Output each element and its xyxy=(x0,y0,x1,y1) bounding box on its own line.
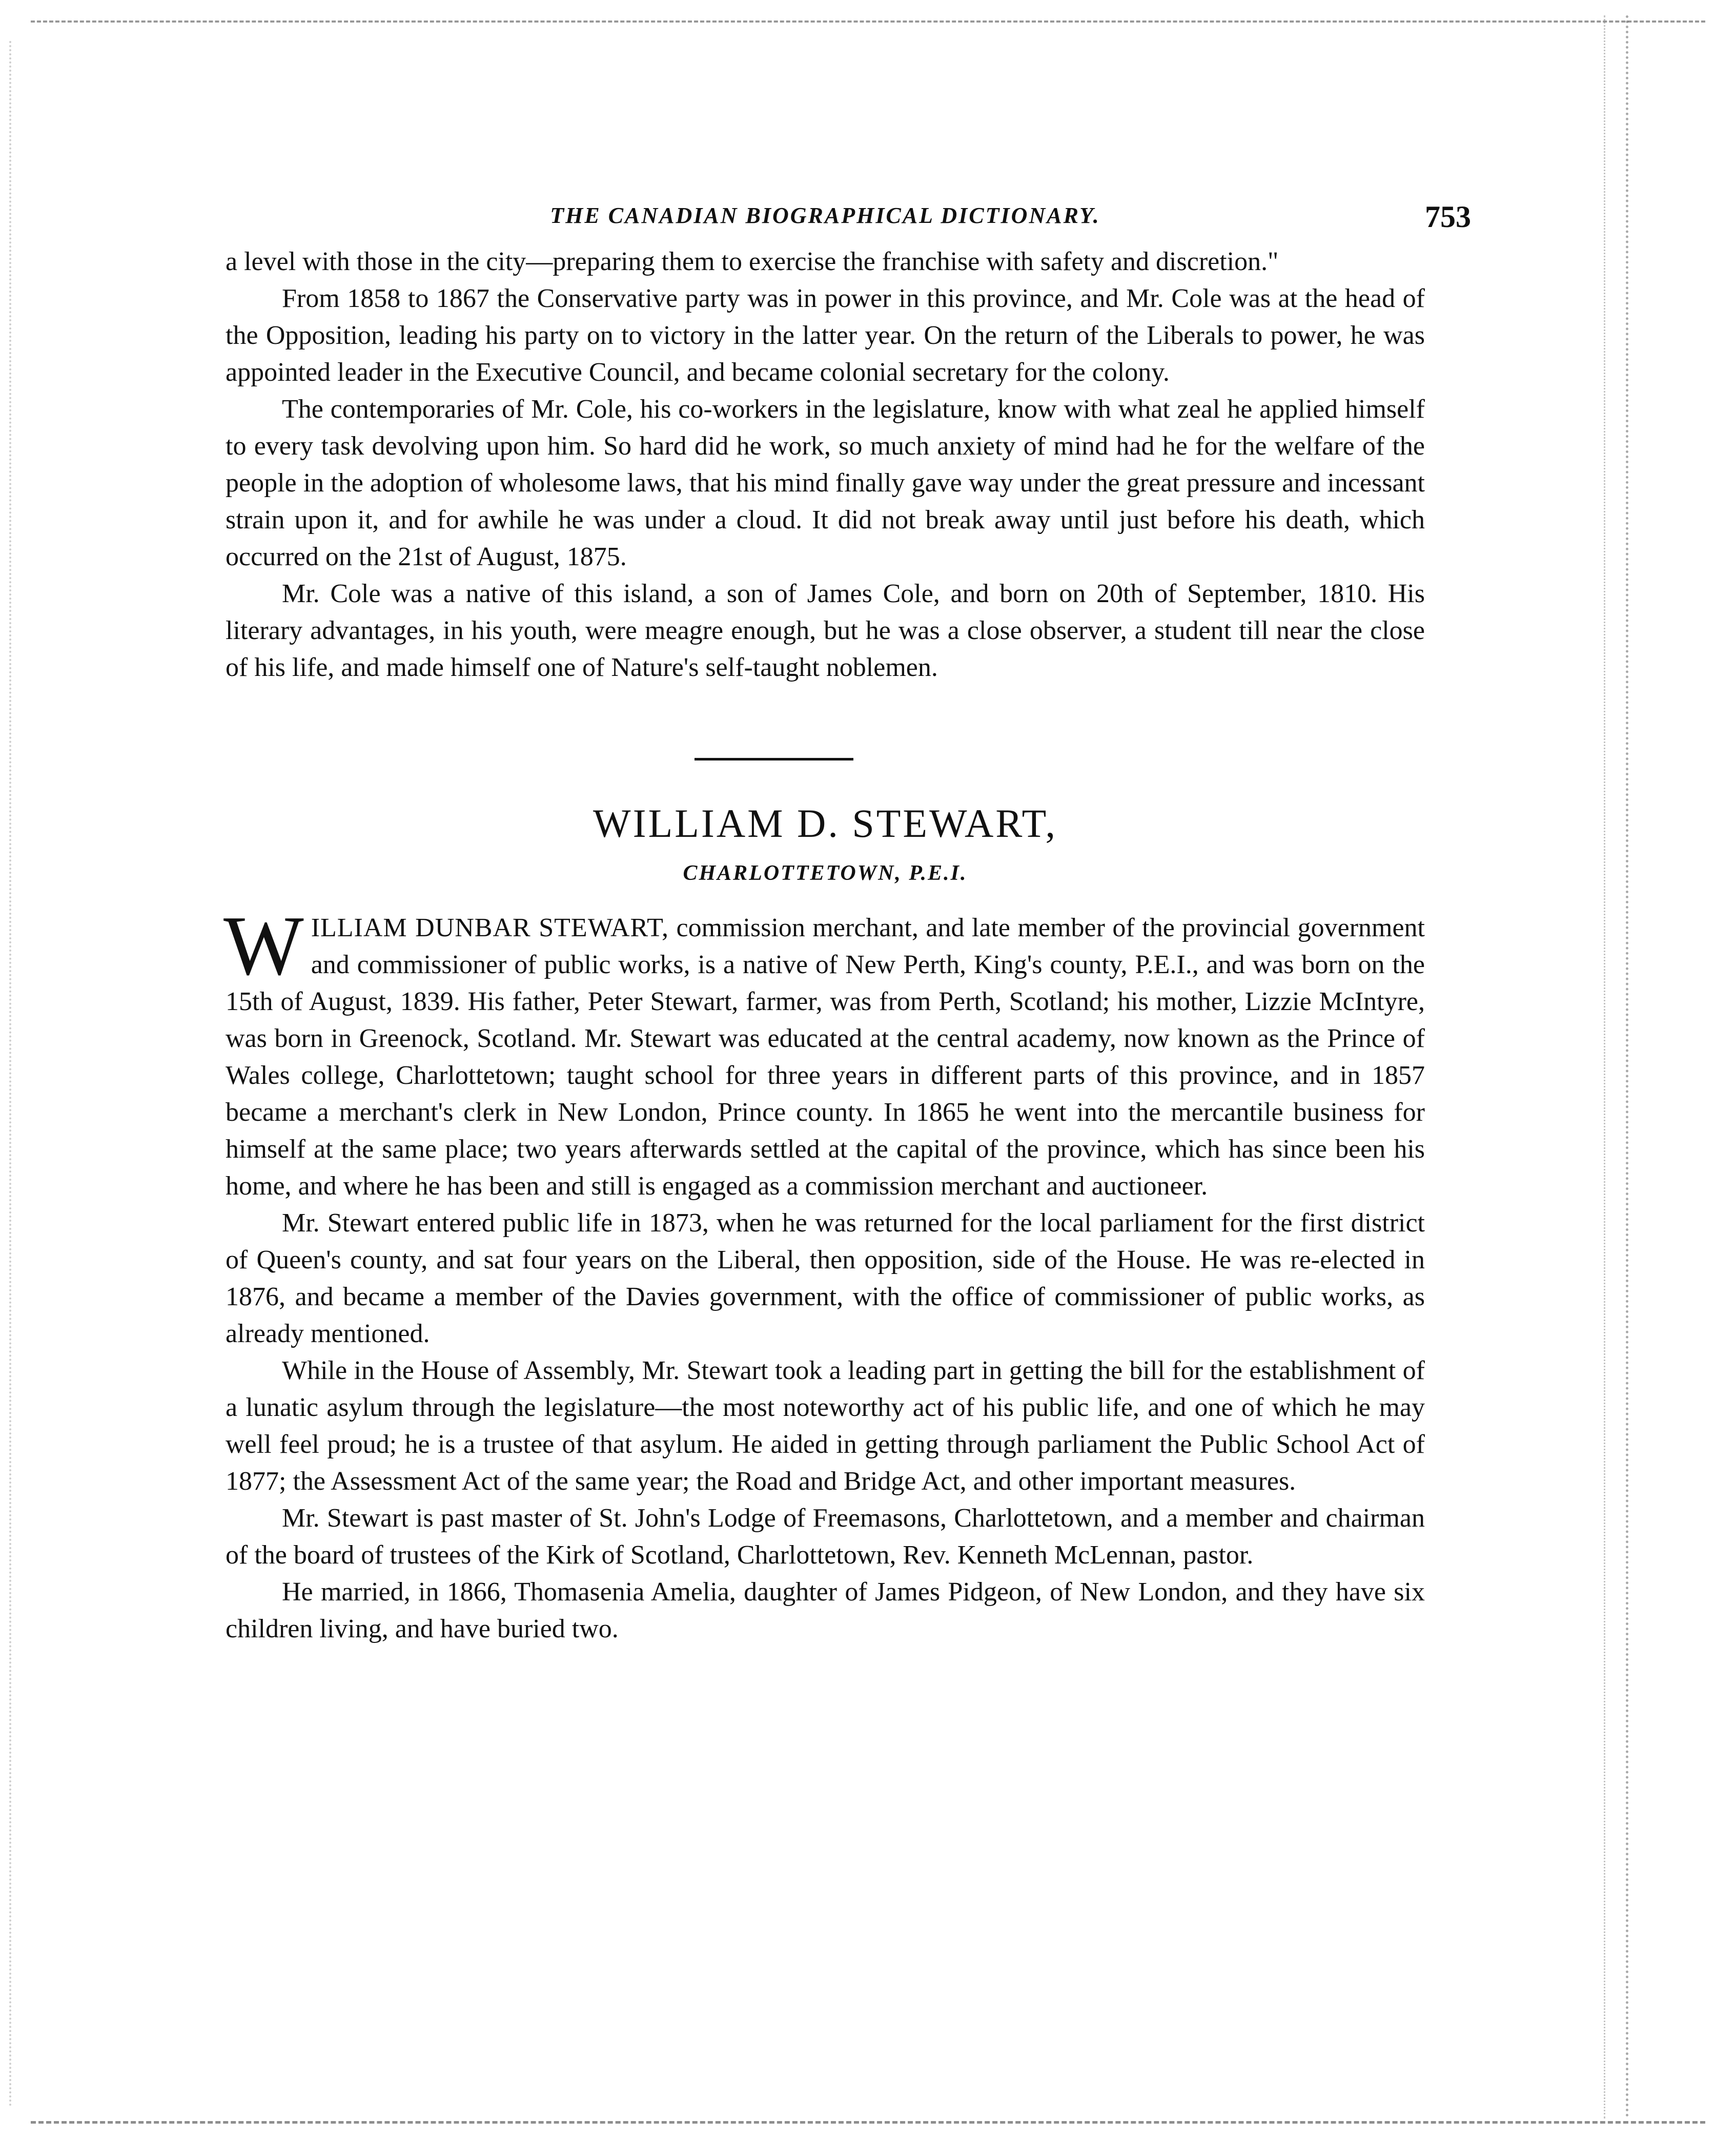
scan-edge-right xyxy=(1604,15,1628,2119)
page-number: 753 xyxy=(1425,200,1471,234)
section-divider-area xyxy=(226,686,1425,799)
cole-paragraph-4: Mr. Cole was a native of this island, a son of James Cole, and born on 20th of September, 1810. His literary advantages, in his youth, were meagre enough, but he was a close observer, a student till near the close of his life, and made himself one of Nature's self-taught noblemen. xyxy=(226,579,1425,682)
scan-edge-top xyxy=(31,20,1705,30)
cole-paragraph-1: a level with those in the city—preparing them to exercise the franchise with safety and discretion." xyxy=(226,247,1279,276)
stewart-paragraph-3: While in the House of Assembly, Mr. Stewart took a leading part in getting the bill for the establishment of a lunatic asylum through the legislature—the most noteworthy act of his public life, and one of which he may well feel proud; he is a trustee of that asylum. He aided in getting through parliament the Public School Act of 1877; the Assessment Act of the same year; the Road and Bridge Act, and other important measures. xyxy=(226,1356,1425,1496)
running-head xyxy=(226,200,1471,243)
scan-edge-bottom xyxy=(31,2114,1705,2124)
opening-caps: ILLIAM DUNBAR STEWART, xyxy=(311,913,669,942)
stewart-paragraph-1 xyxy=(223,898,1425,1205)
cole-entry-continuation xyxy=(226,243,1425,686)
drop-cap: W xyxy=(223,898,304,993)
scan-edge-left xyxy=(9,41,22,2108)
stewart-paragraph-4: Mr. Stewart is past master of St. John's Lodge of Freemasons, Charlottetown, and a member and chairman of the board of trustees of the Kirk of Scotland, Charlottetown, Rev. Kenneth McLennan, pastor. xyxy=(226,1504,1425,1570)
section-divider-rule xyxy=(695,758,853,760)
running-head-title: THE CANADIAN BIOGRAPHICAL DICTIONARY. xyxy=(550,203,1100,228)
stewart-paragraph-1-text: commission merchant, and late member of the provincial government and commissioner of public works, is a native of New Perth, King's county, P.E.I., and was born on the 15th of August, 1839. His father, Peter Stewart, farmer, was from Perth, Scotland; his mother, Lizzie McIntyre, was born in Greenock, Scotland. Mr. Stewart was educated at the central academy, now known as the Prince of Wales college, Charlottetown; taught school for three years in different parts of this province, and in 1857 became a merchant's clerk in New London, Prince county. In 1865 he went into the mercantile business for himself at the same place; two years afterwards settled at the capital of the province, which has since been his home, and where he has been and still is engaged as a commission merchant and auctioneer. xyxy=(226,913,1425,1201)
entry-place: CHARLOTTETOWN, P.E.I. xyxy=(683,861,968,885)
stewart-paragraph-5: He married, in 1866, Thomasenia Amelia, daughter of James Pidgeon, of New London, and they have six children living, and have buried two. xyxy=(226,1577,1425,1643)
cole-paragraph-3: The contemporaries of Mr. Cole, his co-workers in the legislature, know with what zeal he applied himself to every task devolving upon him. So hard did he work, so much anxiety of mind had he for the welfare of the people in the adoption of wholesome laws, that his mind finally gave way under the great pressure and incessant strain upon it, and for awhile he was under a cloud. It did not break away until just before his death, which occurred on the 21st of August, 1875. xyxy=(226,395,1425,571)
book-page xyxy=(223,200,1471,1648)
stewart-paragraph-2: Mr. Stewart entered public life in 1873, when he was returned for the local parliament for the first district of Queen's county, and sat four years on the Liberal, then opposition, side of the House. He was re-elected in 1876, and became a member of the Davies government, with the office of commissioner of public works, as already mentioned. xyxy=(226,1208,1425,1348)
stewart-entry xyxy=(223,799,1425,1648)
entry-heading: WILLIAM D. STEWART, xyxy=(593,801,1058,846)
cole-paragraph-2: From 1858 to 1867 the Conservative party was in power in this province, and Mr. Cole was at the head of the Opposition, leading his party on to victory in the latter year. On the return of the Liberals to power, he was appointed leader in the Executive Council, and became colonial secretary for the colony. xyxy=(226,284,1425,387)
